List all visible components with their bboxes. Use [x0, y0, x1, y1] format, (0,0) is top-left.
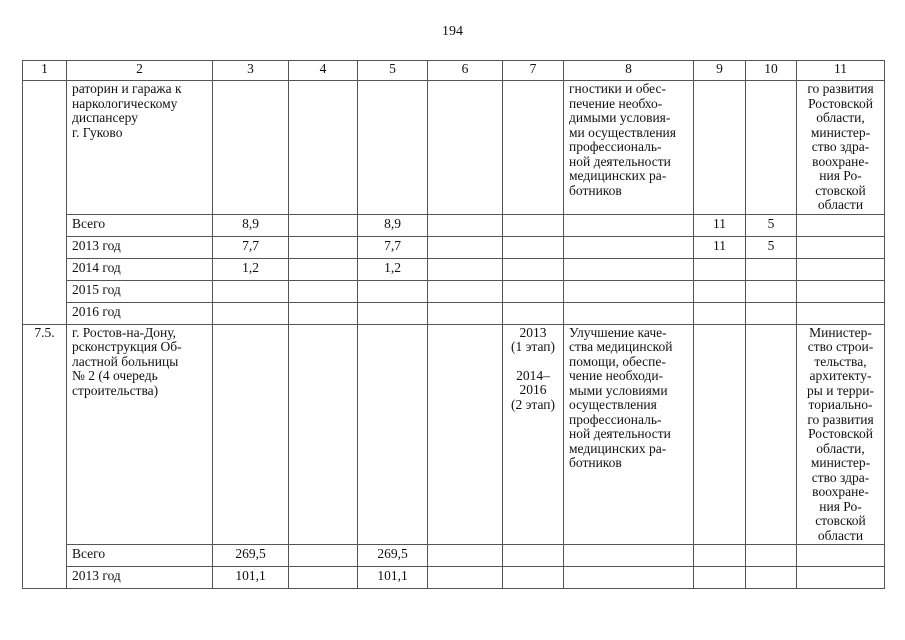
table-row [23, 81, 885, 215]
value-cell: 8,9 [213, 214, 289, 236]
value-cell [358, 280, 428, 302]
row-label: 2014 год [67, 258, 213, 280]
value-cell: 269,5 [358, 545, 428, 567]
header-cell: 10 [746, 61, 797, 81]
value-cell: 11 [694, 214, 746, 236]
header-cell: 1 [23, 61, 67, 81]
period-stage-1: 2013 (1 этап) [510, 324, 555, 354]
value-cell: 101,1 [358, 567, 428, 589]
header-cell: 11 [797, 61, 885, 81]
table-row [23, 567, 885, 589]
header-cell: 5 [358, 61, 428, 81]
value-cell: 8,9 [358, 214, 428, 236]
page-number: 194 [442, 24, 463, 39]
header-cell: 3 [213, 61, 289, 81]
header-cell: 9 [694, 61, 746, 81]
object-name-cell: г. Ростов-на-Дону, рсконструкция Об- ластной больницы № 2 (4 очередь строительства) [67, 324, 213, 545]
row-number-cell: 7.5. [23, 324, 67, 589]
header-row [23, 61, 885, 81]
table-row [23, 280, 885, 302]
row-label: Всего [67, 214, 213, 236]
value-cell: 11 [694, 236, 746, 258]
executor-cell: Министер- ство строи- тельства, архитекту- ры и терри- ториально- го развития Ростовской области, министер- ство здра- воохране- ния Ро- стовской области [797, 324, 885, 545]
description-cell: Улучшение каче- ства медицинской помощи, обеспе- чение необходи- мыми условиями осуществления профессиональ- ной деятельности медицинских ра- ботников [564, 324, 694, 545]
row-label: 2013 год [67, 236, 213, 258]
row-number-cell [23, 81, 67, 325]
row-label: 2015 год [67, 280, 213, 302]
value-cell: 7,7 [213, 236, 289, 258]
header-cell: 4 [289, 61, 358, 81]
header-cell: 8 [564, 61, 694, 81]
value-cell [694, 280, 746, 302]
header-cell: 7 [503, 61, 564, 81]
program-table [22, 60, 885, 589]
value-cell [694, 258, 746, 280]
row-label: 2013 год [67, 567, 213, 589]
header-cell: 6 [428, 61, 503, 81]
value-cell [746, 258, 797, 280]
value-cell [746, 302, 797, 324]
description-cell: гностики и обес- печение необхо- димыми условия- ми осуществления профессиональ- ной деятельности медицинских ра- ботников [564, 81, 694, 215]
value-cell: 5 [746, 214, 797, 236]
table-row [23, 214, 885, 236]
row-label: Всего [67, 545, 213, 567]
object-name-cell: раторин и гаража к наркологическому диспансеру г. Гуково [67, 81, 213, 215]
executor-cell: го развития Ростовской области, министер- ство здра- воохране- ния Ро- стовской области [797, 81, 885, 215]
table-row [23, 236, 885, 258]
value-cell [358, 302, 428, 324]
table-row [23, 302, 885, 324]
row-label: 2016 год [67, 302, 213, 324]
value-cell: 7,7 [358, 236, 428, 258]
value-cell [213, 280, 289, 302]
period-cell [503, 324, 564, 545]
value-cell: 269,5 [213, 545, 289, 567]
value-cell: 1,2 [358, 258, 428, 280]
value-cell: 101,1 [213, 567, 289, 589]
value-cell [213, 302, 289, 324]
header-cell: 2 [67, 61, 213, 81]
table-row [23, 324, 885, 545]
table-row [23, 545, 885, 567]
value-cell: 1,2 [213, 258, 289, 280]
value-cell [746, 280, 797, 302]
table-row [23, 258, 885, 280]
period-stage-2: 2014– 2016 (2 этап) [510, 367, 555, 412]
value-cell [694, 302, 746, 324]
value-cell: 5 [746, 236, 797, 258]
